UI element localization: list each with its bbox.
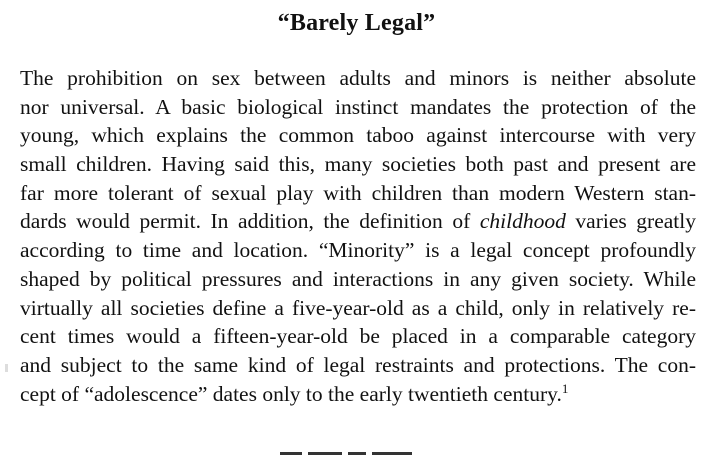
scan-speck <box>5 364 8 372</box>
paragraph-line: shaped by political pressures and interactions in any given society. While <box>20 266 696 291</box>
line-text-after: varies greatly <box>565 209 696 234</box>
paragraph-line: virtually all societies define a five-year-old as a child, only in relatively re- <box>20 295 696 320</box>
paragraph-line: nor universal. A basic biological instinct mandates the protection of the <box>20 94 696 119</box>
footnote-marker[interactable]: 1 <box>561 380 569 396</box>
section-heading: “Barely Legal” <box>277 10 436 36</box>
cropped-next-line-fragment <box>280 452 460 460</box>
paragraph-line: and subject to the same kind of legal restraints and protections. The con- <box>20 352 696 377</box>
paragraph-line-with-emphasis <box>20 207 696 236</box>
body-paragraph <box>20 64 696 408</box>
paragraph-last-line <box>20 380 696 409</box>
paragraph-line: small children. Having said this, many societies both past and present are <box>20 152 696 177</box>
paragraph-line: according to time and location. “Minority” is a legal concept profoundly <box>20 238 696 263</box>
paragraph-line: far more tolerant of sexual play with children than modern Western stan- <box>20 180 696 205</box>
line-text-before: dards would permit. In addition, the definition of <box>20 209 480 234</box>
paragraph-line: cent times would a fifteen-year-old be placed in a comparable category <box>20 324 696 349</box>
paragraph-line: The prohibition on sex between adults and minors is neither absolute <box>20 66 696 90</box>
paragraph-line: young, which explains the common taboo against intercourse with very <box>20 123 696 148</box>
emphasized-word: childhood <box>479 209 566 234</box>
last-line-text: cept of “adolescence” dates only to the early twentieth century. <box>20 381 562 406</box>
